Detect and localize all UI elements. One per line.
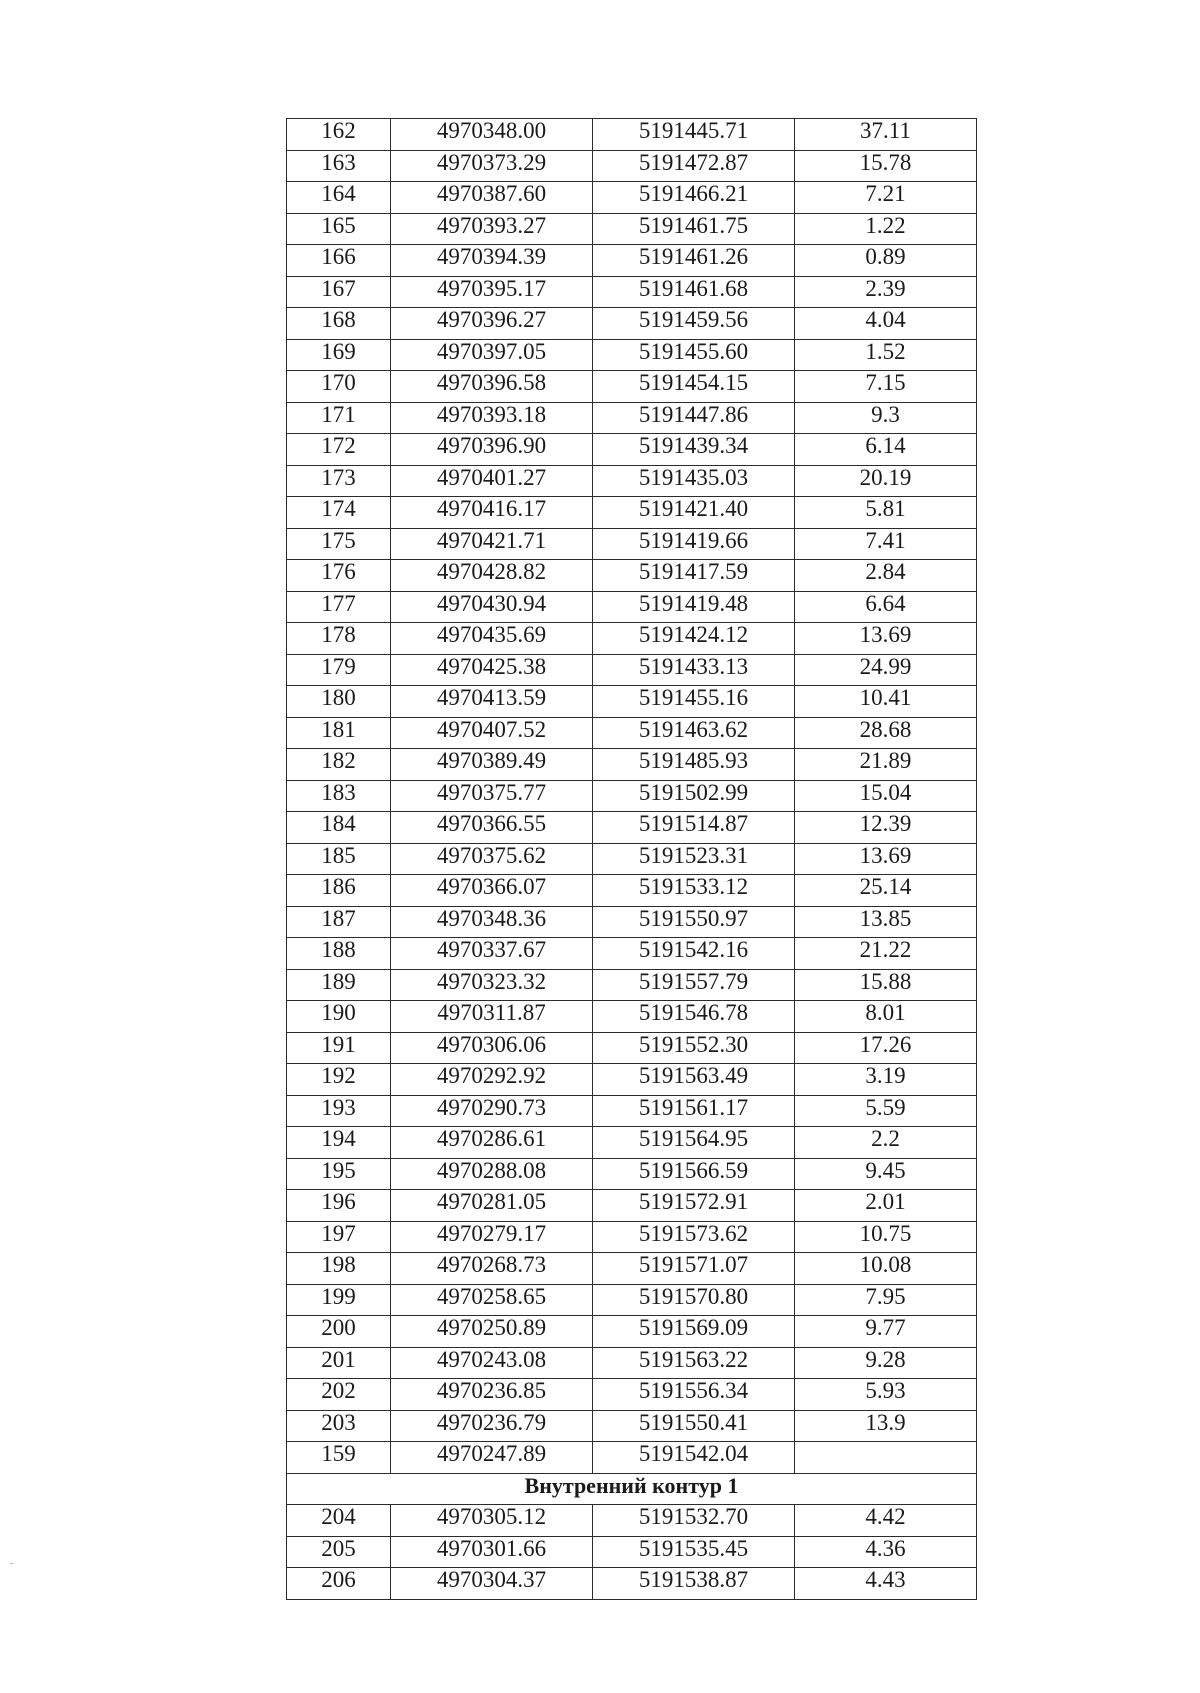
point-number-cell: 183 [287, 780, 391, 812]
table-row [287, 528, 977, 560]
table-row [287, 1379, 977, 1411]
x-coordinate-cell: 4970258.65 [391, 1284, 593, 1316]
point-number-cell: 170 [287, 371, 391, 403]
segment-length-cell: 5.59 [795, 1095, 977, 1127]
x-coordinate-cell: 4970393.18 [391, 402, 593, 434]
y-coordinate-cell: 5191424.12 [593, 623, 795, 655]
y-coordinate-cell: 5191485.93 [593, 749, 795, 781]
y-coordinate-cell: 5191532.70 [593, 1505, 795, 1537]
segment-length-cell: 9.3 [795, 402, 977, 434]
table-row [287, 276, 977, 308]
segment-length-cell: 7.21 [795, 182, 977, 214]
segment-length-cell: 1.22 [795, 213, 977, 245]
y-coordinate-cell: 5191542.04 [593, 1442, 795, 1474]
table-row [287, 591, 977, 623]
point-number-cell: 165 [287, 213, 391, 245]
table-row [287, 497, 977, 529]
point-number-cell: 202 [287, 1379, 391, 1411]
point-number-cell: 178 [287, 623, 391, 655]
x-coordinate-cell: 4970281.05 [391, 1190, 593, 1222]
x-coordinate-cell: 4970430.94 [391, 591, 593, 623]
point-number-cell: 181 [287, 717, 391, 749]
y-coordinate-cell: 5191463.62 [593, 717, 795, 749]
point-number-cell: 206 [287, 1568, 391, 1600]
table-row [287, 339, 977, 371]
point-number-cell: 176 [287, 560, 391, 592]
table-row [287, 560, 977, 592]
point-number-cell: 189 [287, 969, 391, 1001]
y-coordinate-cell: 5191573.62 [593, 1221, 795, 1253]
x-coordinate-cell: 4970301.66 [391, 1536, 593, 1568]
point-number-cell: 171 [287, 402, 391, 434]
segment-length-cell: 24.99 [795, 654, 977, 686]
point-number-cell: 163 [287, 150, 391, 182]
table-row [287, 402, 977, 434]
x-coordinate-cell: 4970416.17 [391, 497, 593, 529]
table-row [287, 906, 977, 938]
point-number-cell: 175 [287, 528, 391, 560]
y-coordinate-cell: 5191419.48 [593, 591, 795, 623]
segment-length-cell: 15.78 [795, 150, 977, 182]
y-coordinate-cell: 5191533.12 [593, 875, 795, 907]
y-coordinate-cell: 5191514.87 [593, 812, 795, 844]
y-coordinate-cell: 5191433.13 [593, 654, 795, 686]
y-coordinate-cell: 5191461.68 [593, 276, 795, 308]
table-row [287, 1505, 977, 1537]
x-coordinate-cell: 4970292.92 [391, 1064, 593, 1096]
table-row [287, 623, 977, 655]
margin-mark [10, 1563, 13, 1564]
segment-length-cell: 13.69 [795, 843, 977, 875]
table-row [287, 654, 977, 686]
x-coordinate-cell: 4970435.69 [391, 623, 593, 655]
y-coordinate-cell: 5191538.87 [593, 1568, 795, 1600]
y-coordinate-cell: 5191561.17 [593, 1095, 795, 1127]
table-row [287, 1442, 977, 1474]
x-coordinate-cell: 4970393.27 [391, 213, 593, 245]
segment-length-cell: 15.04 [795, 780, 977, 812]
segment-length-cell: 15.88 [795, 969, 977, 1001]
segment-length-cell: 37.11 [795, 119, 977, 151]
x-coordinate-cell: 4970337.67 [391, 938, 593, 970]
x-coordinate-cell: 4970286.61 [391, 1127, 593, 1159]
y-coordinate-cell: 5191569.09 [593, 1316, 795, 1348]
point-number-cell: 195 [287, 1158, 391, 1190]
table-row [287, 1347, 977, 1379]
section-title-inner-contour: Внутренний контур 1 [287, 1473, 977, 1505]
x-coordinate-cell: 4970394.39 [391, 245, 593, 277]
point-number-cell: 179 [287, 654, 391, 686]
point-number-cell: 185 [287, 843, 391, 875]
point-number-cell: 172 [287, 434, 391, 466]
x-coordinate-cell: 4970348.36 [391, 906, 593, 938]
point-number-cell: 186 [287, 875, 391, 907]
y-coordinate-cell: 5191439.34 [593, 434, 795, 466]
point-number-cell: 196 [287, 1190, 391, 1222]
point-number-cell: 180 [287, 686, 391, 718]
segment-length-cell: 4.43 [795, 1568, 977, 1600]
point-number-cell: 193 [287, 1095, 391, 1127]
segment-length-cell: 28.68 [795, 717, 977, 749]
segment-length-cell [795, 1442, 977, 1474]
table-row [287, 150, 977, 182]
x-coordinate-cell: 4970323.32 [391, 969, 593, 1001]
table-row [287, 1316, 977, 1348]
x-coordinate-cell: 4970268.73 [391, 1253, 593, 1285]
segment-length-cell: 1.52 [795, 339, 977, 371]
point-number-cell: 169 [287, 339, 391, 371]
x-coordinate-cell: 4970305.12 [391, 1505, 593, 1537]
segment-length-cell: 5.93 [795, 1379, 977, 1411]
x-coordinate-cell: 4970413.59 [391, 686, 593, 718]
table-row [287, 843, 977, 875]
x-coordinate-cell: 4970375.62 [391, 843, 593, 875]
point-number-cell: 182 [287, 749, 391, 781]
segment-length-cell: 17.26 [795, 1032, 977, 1064]
table-row [287, 1095, 977, 1127]
y-coordinate-cell: 5191417.59 [593, 560, 795, 592]
table-row [287, 1190, 977, 1222]
x-coordinate-cell: 4970397.05 [391, 339, 593, 371]
table-row [287, 1032, 977, 1064]
segment-length-cell: 3.19 [795, 1064, 977, 1096]
segment-length-cell: 5.81 [795, 497, 977, 529]
table-row [287, 969, 977, 1001]
x-coordinate-cell: 4970387.60 [391, 182, 593, 214]
table-row [287, 182, 977, 214]
point-number-cell: 201 [287, 1347, 391, 1379]
segment-length-cell: 12.39 [795, 812, 977, 844]
table-row [287, 875, 977, 907]
y-coordinate-cell: 5191445.71 [593, 119, 795, 151]
segment-length-cell: 6.14 [795, 434, 977, 466]
segment-length-cell: 6.64 [795, 591, 977, 623]
table-row [287, 119, 977, 151]
segment-length-cell: 7.95 [795, 1284, 977, 1316]
segment-length-cell: 13.69 [795, 623, 977, 655]
x-coordinate-cell: 4970348.00 [391, 119, 593, 151]
segment-length-cell: 4.42 [795, 1505, 977, 1537]
table-row [287, 1568, 977, 1600]
segment-length-cell: 25.14 [795, 875, 977, 907]
point-number-cell: 184 [287, 812, 391, 844]
x-coordinate-cell: 4970389.49 [391, 749, 593, 781]
table-row [287, 749, 977, 781]
point-number-cell: 168 [287, 308, 391, 340]
x-coordinate-cell: 4970396.27 [391, 308, 593, 340]
y-coordinate-cell: 5191421.40 [593, 497, 795, 529]
point-number-cell: 194 [287, 1127, 391, 1159]
x-coordinate-cell: 4970279.17 [391, 1221, 593, 1253]
y-coordinate-cell: 5191542.16 [593, 938, 795, 970]
x-coordinate-cell: 4970236.79 [391, 1410, 593, 1442]
point-number-cell: 205 [287, 1536, 391, 1568]
table-row [287, 717, 977, 749]
point-number-cell: 197 [287, 1221, 391, 1253]
point-number-cell: 159 [287, 1442, 391, 1474]
x-coordinate-cell: 4970373.29 [391, 150, 593, 182]
table-row [287, 812, 977, 844]
segment-length-cell: 7.15 [795, 371, 977, 403]
coordinates-table-section-body [287, 1473, 977, 1505]
y-coordinate-cell: 5191572.91 [593, 1190, 795, 1222]
table-row [287, 213, 977, 245]
y-coordinate-cell: 5191557.79 [593, 969, 795, 1001]
x-coordinate-cell: 4970421.71 [391, 528, 593, 560]
y-coordinate-cell: 5191571.07 [593, 1253, 795, 1285]
segment-length-cell: 21.89 [795, 749, 977, 781]
y-coordinate-cell: 5191552.30 [593, 1032, 795, 1064]
table-row [287, 1253, 977, 1285]
x-coordinate-cell: 4970428.82 [391, 560, 593, 592]
x-coordinate-cell: 4970366.07 [391, 875, 593, 907]
segment-length-cell: 4.36 [795, 1536, 977, 1568]
point-number-cell: 173 [287, 465, 391, 497]
segment-length-cell: 0.89 [795, 245, 977, 277]
x-coordinate-cell: 4970396.58 [391, 371, 593, 403]
point-number-cell: 198 [287, 1253, 391, 1285]
x-coordinate-cell: 4970407.52 [391, 717, 593, 749]
point-number-cell: 166 [287, 245, 391, 277]
y-coordinate-cell: 5191472.87 [593, 150, 795, 182]
y-coordinate-cell: 5191563.49 [593, 1064, 795, 1096]
table-row [287, 308, 977, 340]
point-number-cell: 203 [287, 1410, 391, 1442]
x-coordinate-cell: 4970401.27 [391, 465, 593, 497]
table-row [287, 1064, 977, 1096]
segment-length-cell: 2.84 [795, 560, 977, 592]
table-row [287, 434, 977, 466]
section-row [287, 1473, 977, 1505]
segment-length-cell: 10.41 [795, 686, 977, 718]
point-number-cell: 188 [287, 938, 391, 970]
table-row [287, 1127, 977, 1159]
segment-length-cell: 2.39 [795, 276, 977, 308]
x-coordinate-cell: 4970306.06 [391, 1032, 593, 1064]
y-coordinate-cell: 5191564.95 [593, 1127, 795, 1159]
y-coordinate-cell: 5191546.78 [593, 1001, 795, 1033]
segment-length-cell: 21.22 [795, 938, 977, 970]
x-coordinate-cell: 4970304.37 [391, 1568, 593, 1600]
table-row [287, 1284, 977, 1316]
point-number-cell: 167 [287, 276, 391, 308]
point-number-cell: 162 [287, 119, 391, 151]
point-number-cell: 204 [287, 1505, 391, 1537]
coordinates-table-inner-body [287, 1505, 977, 1600]
point-number-cell: 199 [287, 1284, 391, 1316]
y-coordinate-cell: 5191435.03 [593, 465, 795, 497]
x-coordinate-cell: 4970311.87 [391, 1001, 593, 1033]
table-row [287, 938, 977, 970]
segment-length-cell: 13.9 [795, 1410, 977, 1442]
y-coordinate-cell: 5191556.34 [593, 1379, 795, 1411]
table-row [287, 1410, 977, 1442]
table-row [287, 465, 977, 497]
y-coordinate-cell: 5191466.21 [593, 182, 795, 214]
segment-length-cell: 2.2 [795, 1127, 977, 1159]
segment-length-cell: 10.75 [795, 1221, 977, 1253]
table-row [287, 1221, 977, 1253]
table-row [287, 686, 977, 718]
point-number-cell: 174 [287, 497, 391, 529]
point-number-cell: 177 [287, 591, 391, 623]
y-coordinate-cell: 5191523.31 [593, 843, 795, 875]
y-coordinate-cell: 5191566.59 [593, 1158, 795, 1190]
segment-length-cell: 9.77 [795, 1316, 977, 1348]
y-coordinate-cell: 5191419.66 [593, 528, 795, 560]
segment-length-cell: 9.28 [795, 1347, 977, 1379]
y-coordinate-cell: 5191535.45 [593, 1536, 795, 1568]
y-coordinate-cell: 5191447.86 [593, 402, 795, 434]
x-coordinate-cell: 4970366.55 [391, 812, 593, 844]
x-coordinate-cell: 4970395.17 [391, 276, 593, 308]
point-number-cell: 191 [287, 1032, 391, 1064]
x-coordinate-cell: 4970247.89 [391, 1442, 593, 1474]
segment-length-cell: 9.45 [795, 1158, 977, 1190]
y-coordinate-cell: 5191550.97 [593, 906, 795, 938]
x-coordinate-cell: 4970236.85 [391, 1379, 593, 1411]
segment-length-cell: 2.01 [795, 1190, 977, 1222]
table-row [287, 1536, 977, 1568]
point-number-cell: 164 [287, 182, 391, 214]
x-coordinate-cell: 4970396.90 [391, 434, 593, 466]
x-coordinate-cell: 4970250.89 [391, 1316, 593, 1348]
point-number-cell: 192 [287, 1064, 391, 1096]
coordinates-table [286, 118, 977, 1600]
x-coordinate-cell: 4970375.77 [391, 780, 593, 812]
y-coordinate-cell: 5191459.56 [593, 308, 795, 340]
table-row [287, 371, 977, 403]
y-coordinate-cell: 5191502.99 [593, 780, 795, 812]
y-coordinate-cell: 5191563.22 [593, 1347, 795, 1379]
x-coordinate-cell: 4970243.08 [391, 1347, 593, 1379]
table-row [287, 1001, 977, 1033]
segment-length-cell: 4.04 [795, 308, 977, 340]
table-row [287, 245, 977, 277]
segment-length-cell: 13.85 [795, 906, 977, 938]
y-coordinate-cell: 5191461.75 [593, 213, 795, 245]
y-coordinate-cell: 5191550.41 [593, 1410, 795, 1442]
y-coordinate-cell: 5191461.26 [593, 245, 795, 277]
y-coordinate-cell: 5191455.60 [593, 339, 795, 371]
point-number-cell: 187 [287, 906, 391, 938]
point-number-cell: 200 [287, 1316, 391, 1348]
segment-length-cell: 8.01 [795, 1001, 977, 1033]
y-coordinate-cell: 5191455.16 [593, 686, 795, 718]
segment-length-cell: 10.08 [795, 1253, 977, 1285]
segment-length-cell: 20.19 [795, 465, 977, 497]
x-coordinate-cell: 4970290.73 [391, 1095, 593, 1127]
table-row [287, 780, 977, 812]
x-coordinate-cell: 4970288.08 [391, 1158, 593, 1190]
segment-length-cell: 7.41 [795, 528, 977, 560]
y-coordinate-cell: 5191570.80 [593, 1284, 795, 1316]
x-coordinate-cell: 4970425.38 [391, 654, 593, 686]
y-coordinate-cell: 5191454.15 [593, 371, 795, 403]
coordinates-table-main-body [287, 119, 977, 1474]
table-row [287, 1158, 977, 1190]
point-number-cell: 190 [287, 1001, 391, 1033]
